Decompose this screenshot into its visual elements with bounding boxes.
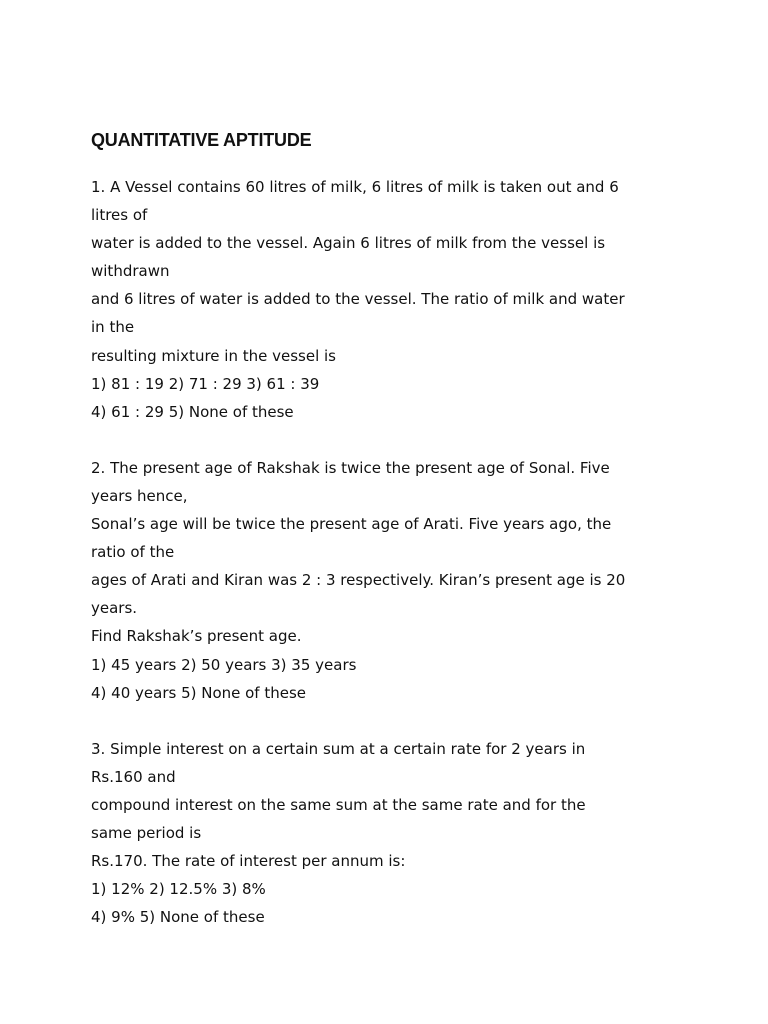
question-line: Rs.170. The rate of interest per annum is: bbox=[91, 852, 406, 871]
question-line: water is added to the vessel. Again 6 litres of milk from the vessel is bbox=[91, 234, 606, 253]
question-line: 1) 45 years 2) 50 years 3) 35 years bbox=[91, 655, 357, 674]
question-line: 2. The present age of Rakshak is twice the present age of Sonal. Five bbox=[91, 458, 610, 477]
question-line: and 6 litres of water is added to the vessel. The ratio of milk and water bbox=[91, 290, 625, 309]
question-line: litres of bbox=[91, 206, 148, 225]
question-line: 4) 61 : 29 5) None of these bbox=[91, 402, 294, 421]
question-line: compound interest on the same sum at the same rate and for the bbox=[91, 795, 586, 814]
question-line: withdrawn bbox=[91, 262, 170, 281]
question-line: resulting mixture in the vessel is bbox=[91, 346, 336, 365]
question-line: 1. A Vessel contains 60 litres of milk, 6 litres of milk is taken out and 6 bbox=[91, 178, 619, 196]
question-line: in the bbox=[91, 318, 135, 337]
question-line: 3. Simple interest on a certain sum at a certain rate for 2 years in bbox=[91, 739, 586, 758]
page-title: QUANTITATIVE APTITUDE bbox=[91, 130, 312, 150]
question-3 bbox=[91, 735, 731, 932]
question-line: Rs.160 and bbox=[91, 767, 176, 786]
question-1 bbox=[91, 173, 731, 426]
question-list bbox=[91, 173, 731, 931]
question-line: 1) 12% 2) 12.5% 3) 8% bbox=[91, 880, 266, 899]
question-line: Find Rakshak’s present age. bbox=[91, 627, 302, 646]
question-line: years hence, bbox=[91, 486, 188, 505]
question-line: 4) 9% 5) None of these bbox=[91, 908, 265, 927]
question-line: same period is bbox=[91, 823, 202, 842]
question-line: 4) 40 years 5) None of these bbox=[91, 683, 307, 702]
document-page bbox=[91, 128, 731, 959]
question-line: years. bbox=[91, 599, 138, 618]
question-line: ratio of the bbox=[91, 543, 175, 562]
question-2 bbox=[91, 454, 731, 707]
question-line: Sonal’s age will be twice the present age of Arati. Five years ago, the bbox=[91, 515, 612, 534]
question-line: ages of Arati and Kiran was 2 : 3 respectively. Kiran’s present age is 20 bbox=[91, 571, 626, 590]
question-line: 1) 81 : 19 2) 71 : 29 3) 61 : 39 bbox=[91, 374, 320, 393]
